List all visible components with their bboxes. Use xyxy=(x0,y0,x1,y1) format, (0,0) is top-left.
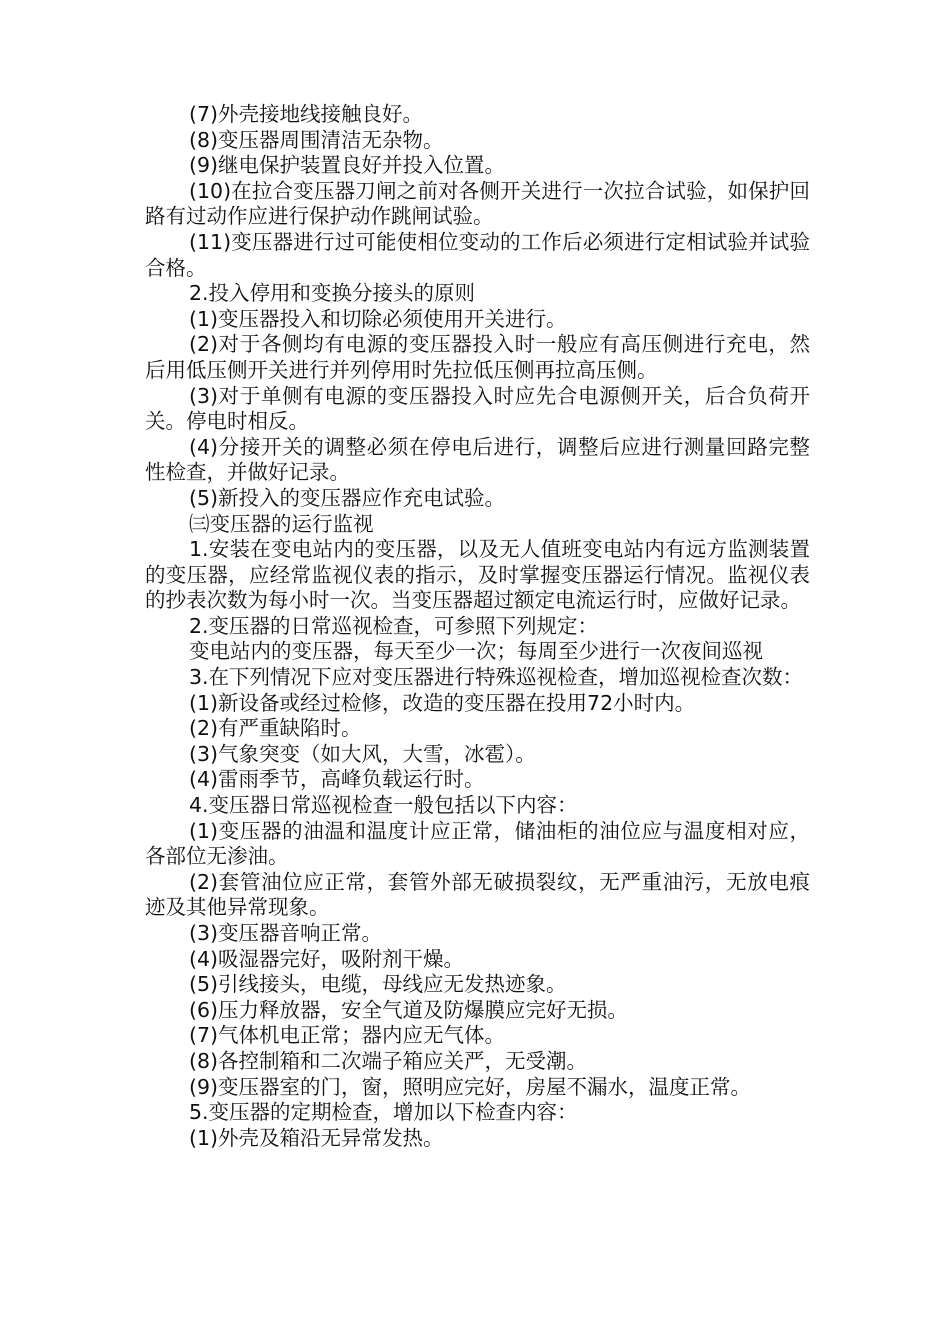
paragraph: (2)对于各侧均有电源的变压器投入时一般应有高压侧进行充电，然后用低压侧开关进行并列停用时先拉低压侧再拉高压侧。 xyxy=(145,332,810,382)
paragraph: (4)分接开关的调整必须在停电后进行，调整后应进行测量回路完整性检查，并做好记录。 xyxy=(145,434,810,485)
paragraph: (7)外壳接地线接触良好。 xyxy=(189,102,424,126)
paragraph: (8)各控制箱和二次端子箱应关严，无受潮。 xyxy=(189,1048,588,1073)
paragraph: 3.在下列情况下应对变压器进行特殊巡视检查，增加巡视检查次数： xyxy=(189,665,804,690)
paragraph: (3)变压器音响正常。 xyxy=(189,921,383,945)
paragraph: (5)引线接头，电缆，母线应无发热迹象。 xyxy=(189,972,567,997)
paragraph: 变电站内的变压器，每天至少一次；每周至少进行一次夜间巡视 xyxy=(189,639,763,664)
paragraph: (2)套管油位应正常，套管外部无破损裂纹，无严重油污，无放电痕迹及其他异常现象。 xyxy=(145,869,810,920)
paragraph: 4.变压器日常巡视检查一般包括以下内容： xyxy=(189,793,578,818)
paragraph: (10)在拉合变压器刀闸之前对各侧开关进行一次拉合试验，如保护回路有过动作应进行保护动作跳闸试验。 xyxy=(145,178,810,229)
paragraph: (9)变压器室的门，窗，照明应完好，房屋不漏水，温度正常。 xyxy=(189,1074,752,1099)
paragraph: (1)变压器的油温和温度计应正常，储油柜的油位应与温度相对应，各部位无渗油。 xyxy=(145,818,810,869)
paragraph: (6)压力释放器，安全气道及防爆膜应完好无损。 xyxy=(189,997,629,1022)
paragraph: 5.变压器的定期检查，增加以下检查内容： xyxy=(189,1100,578,1125)
paragraph: (9)继电保护装置良好并投入位置。 xyxy=(189,153,506,178)
document-body xyxy=(145,102,810,1151)
section-heading: ㈢变压器的运行监视 xyxy=(189,511,374,536)
paragraph: (4)雷雨季节，高峰负载运行时。 xyxy=(189,767,485,792)
section-heading: 2.投入停用和变换分接头的原则 xyxy=(189,281,476,306)
paragraph: (2)有严重缺陷时。 xyxy=(189,716,362,741)
paragraph: (1)变压器投入和切除必须使用开关进行。 xyxy=(189,306,567,331)
paragraph: (7)气体机电正常；器内应无气体。 xyxy=(189,1023,506,1048)
paragraph: (8)变压器周围清洁无杂物。 xyxy=(189,127,444,152)
paragraph: (4)吸湿器完好，吸附剂干燥。 xyxy=(189,946,465,971)
paragraph: 2.变压器的日常巡视检查，可参照下列规定： xyxy=(189,613,599,638)
paragraph: 1.安装在变电站内的变压器，以及无人值班变电站内有远方监测装置的变压器，应经常监视仪表的指示，及时掌握变压器运行情况。监视仪表的抄表次数为每小时一次。当变压器超过额定电流运行时，应做好记录。 xyxy=(145,537,810,613)
paragraph: (3)气象突变（如大风，大雪，冰雹）。 xyxy=(189,741,536,766)
paragraph: (1)外壳及箱沿无异常发热。 xyxy=(189,1125,444,1150)
paragraph: (5)新投入的变压器应作充电试验。 xyxy=(189,485,506,510)
paragraph: (3)对于单侧有电源的变压器投入时应先合电源侧开关，后合负荷开关。停电时相反。 xyxy=(145,383,810,434)
paragraph: (1)新设备或经过检修，改造的变压器在投用72小时内。 xyxy=(189,690,696,715)
paragraph: (11)变压器进行过可能使相位变动的工作后必须进行定相试验并试验合格。 xyxy=(145,229,810,280)
